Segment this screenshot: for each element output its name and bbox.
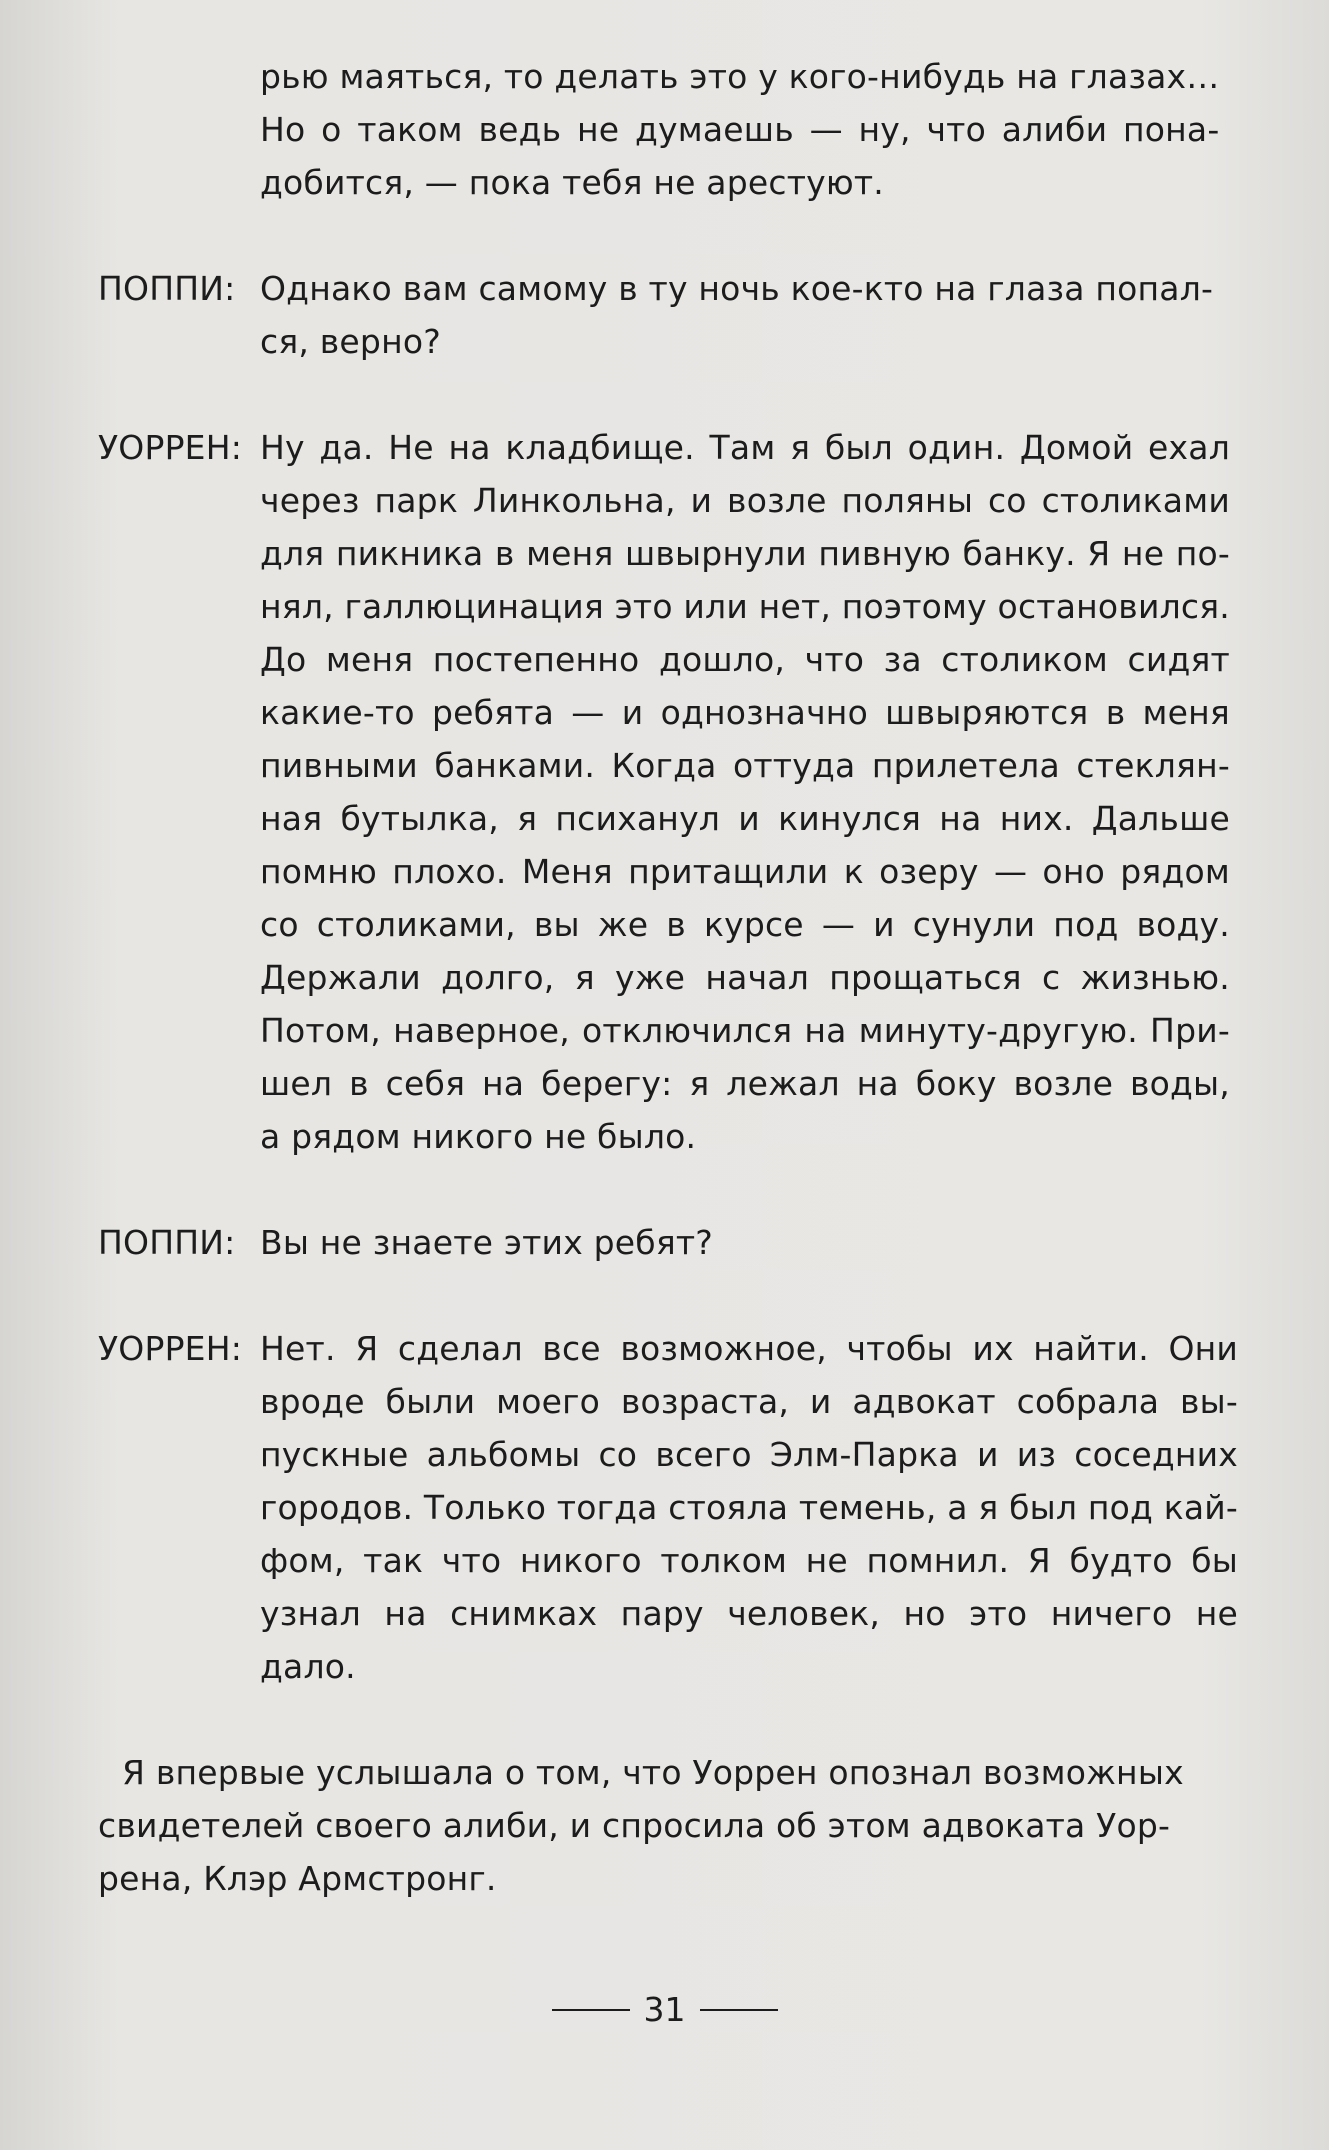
text-line: Держали долго, я уже начал прощаться с жизнью. xyxy=(260,958,1230,997)
speech-text xyxy=(260,1216,1168,1269)
dialogue-entry xyxy=(98,1216,1168,1269)
text-line: дало. xyxy=(260,1647,356,1686)
text-line: ная бутылка, я психанул и кинулся на них. Дальше xyxy=(260,799,1230,838)
dialogue-entry xyxy=(98,421,1230,1163)
text-line: помню плохо. Меня притащили к озеру — оно рядом xyxy=(260,852,1230,891)
dialogue-entry xyxy=(98,1322,1239,1693)
text-line: Ну да. Не на кладбище. Там я был один. Домой ехал xyxy=(260,428,1230,467)
text-line: узнал на снимках пару человек, но это ничего не xyxy=(260,1594,1239,1633)
speech-text xyxy=(260,1322,1238,1693)
text-line: рена, Клэр Армстронг. xyxy=(98,1859,497,1898)
narration-paragraph xyxy=(98,1746,1184,1905)
text-line: Но о таком ведь не думаешь — ну, что алиби пона- xyxy=(260,110,1220,149)
page-text xyxy=(98,50,1239,1905)
speaker-label: ПОППИ: xyxy=(98,269,236,308)
text-line: Вы не знаете этих ребят? xyxy=(260,1223,714,1262)
text-line: До меня постепенно дошло, что за столиком сидят xyxy=(260,640,1230,679)
text-line: а рядом никого не было. xyxy=(260,1117,697,1156)
text-line: фом, так что никого толком не помнил. Я будто бы xyxy=(260,1541,1239,1580)
text-line: Нет. Я сделал все возможное, чтобы их найти. Они xyxy=(260,1329,1239,1368)
text-line: Потом, наверное, отключился на минуту-другую. При- xyxy=(260,1011,1230,1050)
speaker-label: УОРРЕН: xyxy=(98,1329,243,1368)
text-line: шел в себя на берегу: я лежал на боку возле воды, xyxy=(260,1064,1230,1103)
speaker-label: УОРРЕН: xyxy=(98,428,243,467)
speaker-label: ПОППИ: xyxy=(98,1223,236,1262)
text-line: пивными банками. Когда оттуда прилетела стеклян- xyxy=(260,746,1230,785)
text-line: Я впервые услышала о том, что Уоррен опознал возможных xyxy=(122,1753,1184,1792)
text-line: вроде были моего возраста, и адвокат собрала вы- xyxy=(260,1382,1239,1421)
dialogue-continuation xyxy=(98,50,1220,209)
page-number: 31 xyxy=(643,1990,686,2029)
text-line: ся, верно? xyxy=(260,322,441,361)
text-line: какие-то ребята — и однозначно швыряются в меня xyxy=(260,693,1230,732)
speech-text xyxy=(260,421,1230,1163)
dialogue-entry xyxy=(98,262,1214,368)
text-line: Однако вам самому в ту ночь кое-кто на глаза попал- xyxy=(260,269,1214,308)
text-line: рью маяться, то делать это у кого-нибудь на глазах… xyxy=(260,57,1220,96)
text-line: городов. Только тогда стояла темень, а я был под кай- xyxy=(260,1488,1239,1527)
text-line: через парк Линкольна, и возле поляны со столиками xyxy=(260,481,1230,520)
text-line: добится, — пока тебя не арестуют. xyxy=(260,163,884,202)
speech-text xyxy=(260,262,1213,368)
text-line: свидетелей своего алиби, и спросила об этом адвоката Уор- xyxy=(98,1806,1171,1845)
speech-text xyxy=(260,50,1219,209)
footer-rule-left xyxy=(552,2009,630,2011)
text-line: нял, галлюцинация это или нет, поэтому остановился. xyxy=(260,587,1230,626)
text-line: со столиками, вы же в курсе — и сунули под воду. xyxy=(260,905,1230,944)
text-line: пускные альбомы со всего Элм-Парка и из соседних xyxy=(260,1435,1239,1474)
text-line: для пикника в меня швырнули пивную банку. Я не по- xyxy=(260,534,1230,573)
page-footer xyxy=(0,1990,1329,2029)
footer-rule-right xyxy=(700,2009,778,2011)
